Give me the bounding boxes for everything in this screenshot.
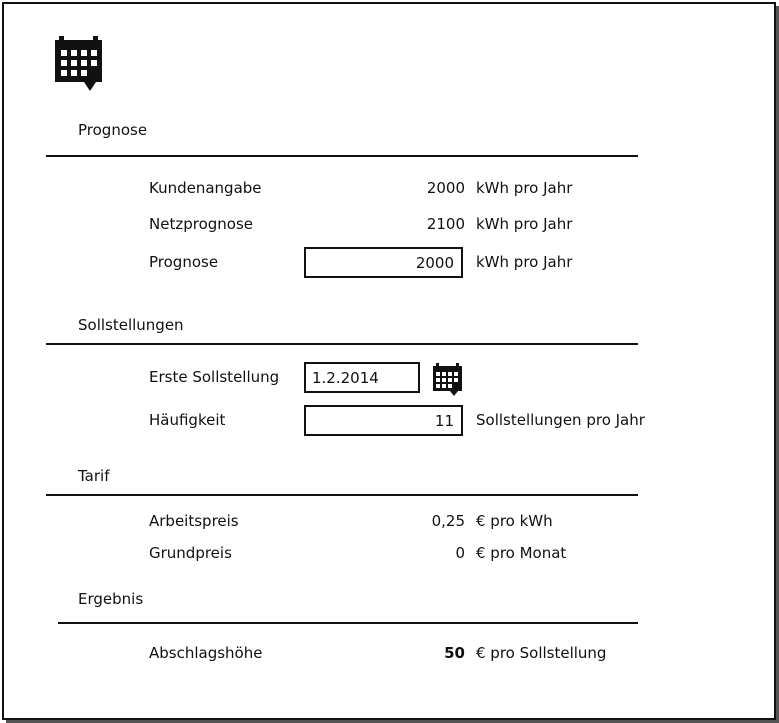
section-title-tarif: Tarif xyxy=(78,467,110,485)
label-abschlagshoehe: Abschlagshöhe xyxy=(149,644,263,662)
haeufigkeit-input[interactable] xyxy=(304,405,463,436)
unit-arbeitspreis: € pro kWh xyxy=(476,512,553,530)
label-arbeitspreis: Arbeitspreis xyxy=(149,512,239,530)
label-prognose: Prognose xyxy=(149,253,219,271)
label-kundenangabe: Kundenangabe xyxy=(149,179,262,197)
value-netzprognose: 2100 xyxy=(426,215,465,233)
prognose-input[interactable] xyxy=(304,247,463,278)
unit-prognose: kWh pro Jahr xyxy=(476,253,573,271)
divider xyxy=(58,622,638,624)
section-title-sollstellungen: Sollstellungen xyxy=(78,316,184,334)
section-title-prognose: Prognose xyxy=(78,121,148,139)
unit-haeufigkeit: Sollstellungen pro Jahr xyxy=(476,411,645,429)
unit-kundenangabe: kWh pro Jahr xyxy=(476,179,573,197)
value-abschlagshoehe: 50 xyxy=(444,644,465,662)
value-arbeitspreis: 0,25 xyxy=(431,512,465,530)
unit-grundpreis: € pro Monat xyxy=(476,544,567,562)
label-haeufigkeit: Häufigkeit xyxy=(149,411,226,429)
window-frame xyxy=(2,2,776,720)
section-title-ergebnis: Ergebnis xyxy=(78,590,144,608)
divider xyxy=(46,343,638,345)
unit-netzprognose: kWh pro Jahr xyxy=(476,215,573,233)
unit-abschlagshoehe: € pro Sollstellung xyxy=(476,644,607,662)
label-erste-sollstellung: Erste Sollstellung xyxy=(149,368,280,386)
value-kundenangabe: 2000 xyxy=(426,179,465,197)
divider xyxy=(46,494,638,496)
calendar-icon xyxy=(54,36,104,92)
value-grundpreis: 0 xyxy=(455,544,465,562)
erste-sollstellung-date-input[interactable] xyxy=(304,362,420,393)
label-grundpreis: Grundpreis xyxy=(149,544,232,562)
calendar-icon[interactable] xyxy=(432,363,463,396)
divider xyxy=(46,155,638,157)
label-netzprognose: Netzprognose xyxy=(149,215,253,233)
